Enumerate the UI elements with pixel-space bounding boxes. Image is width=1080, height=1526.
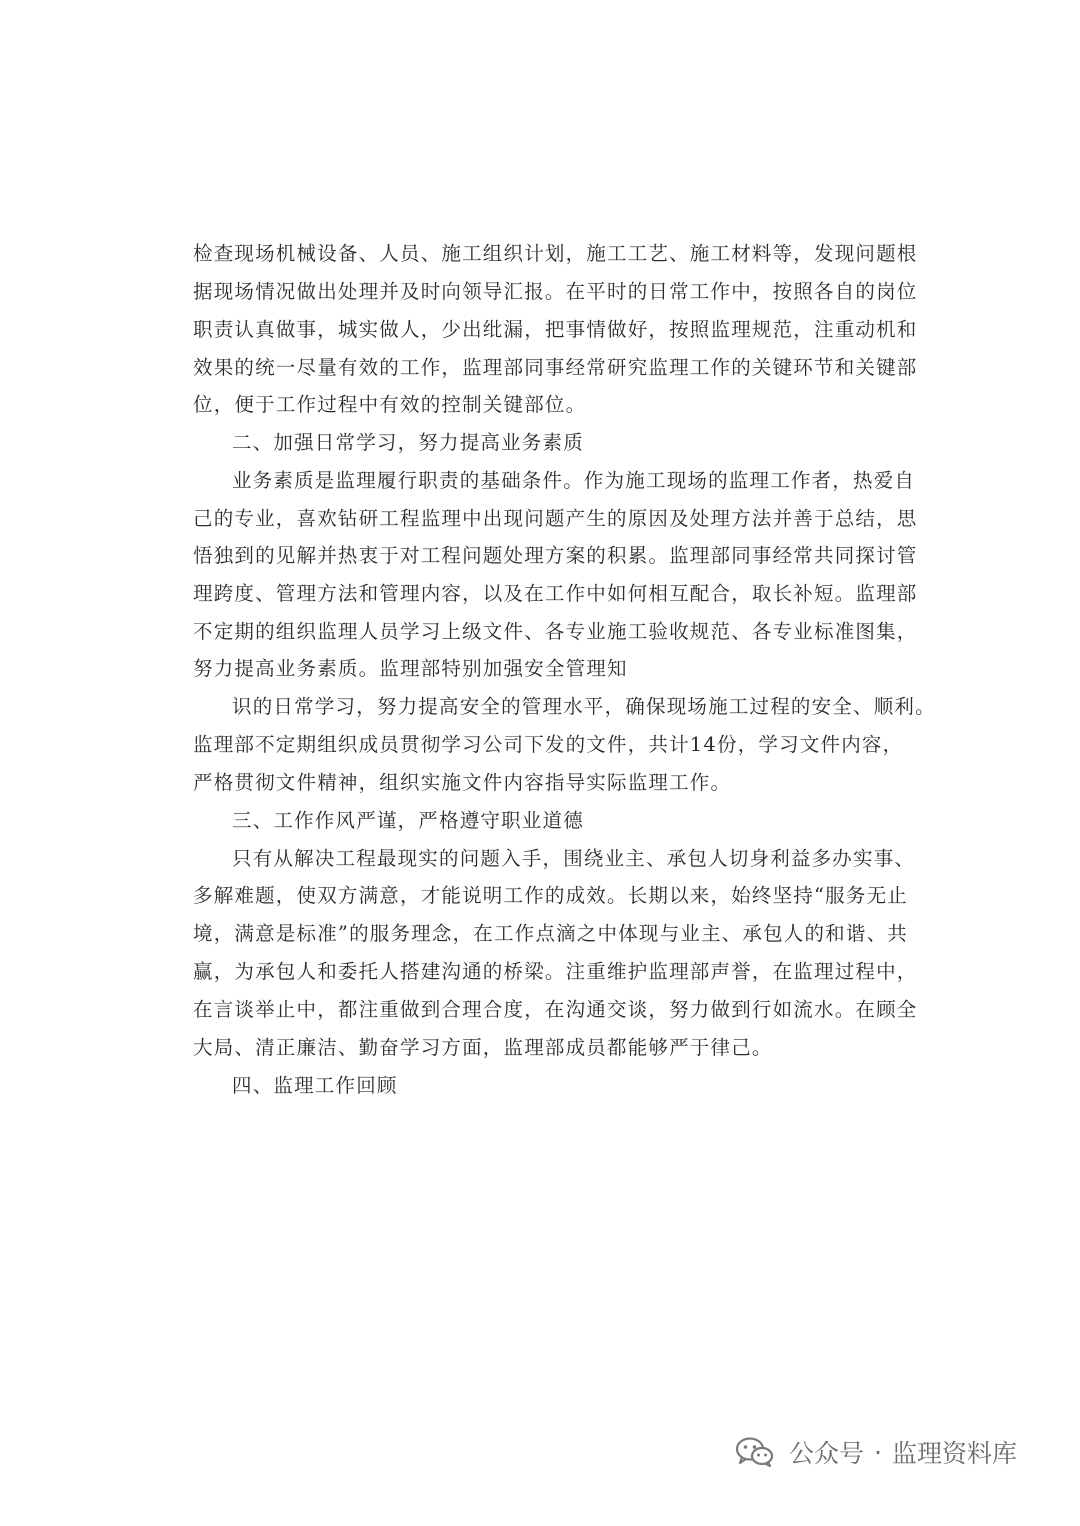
text-line: 大局、清正廉洁、勤奋学习方面，监理部成员都能够严于律己。 [193,1036,773,1059]
wechat-watermark [735,1432,1017,1472]
text-line: 监理部不定期组织成员贯彻学习公司下发的文件，共计14份，学习文件内容， [193,733,904,756]
text-line: 悟独到的见解并热衷于对工程问题处理方案的积累。监理部同事经常共同探讨管 [193,544,918,567]
text-line: 严格贯彻文件精神，组织实施文件内容指导实际监理工作。 [193,771,732,794]
text-line: 检查现场机械设备、人员、施工组织计划，施工工艺、施工材料等，发现问题根 [193,242,918,265]
text-line: 多解难题，使双方满意，才能说明工作的成效。长期以来，始终坚持“服务无止 [193,884,908,907]
text-line: 理跨度、管理方法和管理内容，以及在工作中如何相互配合，取长补短。监理部 [193,582,918,605]
text-line: 效果的统一尽量有效的工作，监理部同事经常研究监理工作的关键环节和关键部 [193,356,918,379]
watermark-account-name: 监理资料库 [891,1439,1017,1468]
text-line: 在言谈举止中，都注重做到合理合度，在沟通交谈，努力做到行如流水。在顾全 [193,998,918,1021]
text-line: 职责认真做事，城实做人，少出纰漏，把事情做好，按照监理规范，注重动机和 [193,318,918,341]
section-heading: 二、加强日常学习，努力提高业务素质 [232,431,584,454]
watermark-prefix: 公众号 [789,1439,865,1468]
wechat-icon [735,1436,775,1468]
text-line: 只有从解决工程最现实的问题入手，围绕业主、承包人切身利益多办实事、 [232,847,916,870]
text-line: 不定期的组织监理人员学习上级文件、各专业施工验收规范、各专业标准图集， [193,620,918,643]
text-line: 位，便于工作过程中有效的控制关键部位。 [193,393,587,416]
text-line: 己的专业，喜欢钻研工程监理中出现问题产生的原因及处理方法并善于总结，思 [193,507,918,530]
text-line: 努力提高业务素质。监理部特别加强安全管理知 [193,657,628,680]
text-line: 赢，为承包人和委托人搭建沟通的桥梁。注重维护监理部声誉，在监理过程中， [193,960,918,983]
text-line: 业务素质是监理履行职责的基础条件。作为施工现场的监理工作者，热爱自 [232,469,916,492]
text-line: 据现场情况做出处理并及时向领导汇报。在平时的日常工作中，按照各自的岗位 [193,280,918,303]
text-line: 境，满意是标准”的服务理念，在工作点滴之中体现与业主、承包人的和谐、共 [193,922,908,945]
text-line: 识的日常学习，努力提高安全的管理水平，确保现场施工过程的安全、顺利。 [232,695,936,718]
section-heading: 四、监理工作回顾 [232,1074,398,1097]
section-heading: 三、工作作风严谨，严格遵守职业道德 [232,809,584,832]
watermark-separator: · [874,1437,882,1467]
